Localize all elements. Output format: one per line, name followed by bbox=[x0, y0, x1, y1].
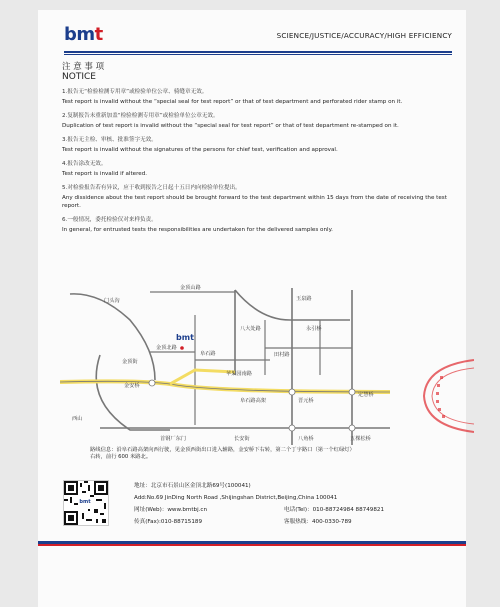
map-label-jindingbei: 金顶北路 bbox=[156, 345, 177, 351]
map-label-menkou: 门头沟 bbox=[104, 298, 120, 304]
contact-row bbox=[134, 504, 454, 516]
bridge-wukesong bbox=[349, 425, 355, 431]
map-label-fushigaojia: 阜石路高架 bbox=[240, 398, 266, 404]
notice-item-cn: 5.对检验报告若有异议，应于收到报告之日起十五日内向检验单位提出。 bbox=[62, 185, 241, 191]
bridge-jinan bbox=[149, 380, 155, 386]
map-label-jinan: 金安桥 bbox=[124, 383, 140, 389]
qr-code bbox=[63, 480, 109, 526]
notice-list bbox=[62, 88, 450, 240]
header bbox=[64, 24, 452, 50]
contact-row bbox=[134, 516, 454, 528]
website[interactable]: 网址(Web)：www.bmtbj.cn bbox=[134, 507, 208, 513]
footer-bar-red bbox=[38, 544, 466, 546]
service-hotline: 客服热线：400-0330-789 bbox=[284, 519, 352, 525]
map-label-wukesong: 五棵松桥 bbox=[350, 436, 371, 442]
bridge-bajiao bbox=[289, 425, 295, 431]
notice-item bbox=[62, 136, 450, 154]
notice-item-cn: 6.一般情况，委托检验仅对来样负责。 bbox=[62, 217, 157, 223]
map-label-bmt: bmt bbox=[176, 333, 194, 342]
slogan: SCIENCE/JUSTICE/ACCURACY/HIGH EFFICIENCY bbox=[276, 31, 452, 40]
notice-item-en: Test report is invalid without the signatures of the persons for chief test, verification and approval. bbox=[62, 147, 338, 153]
bmt-location-marker bbox=[180, 346, 184, 350]
map-label-jindingjie: 金顶街 bbox=[122, 359, 138, 365]
notice-item-cn: 3.报告无主检、审核、批准签字无效。 bbox=[62, 137, 157, 143]
map-label-fuxing: 阜石路 bbox=[200, 351, 216, 357]
notice-item bbox=[62, 216, 450, 234]
notice-title-en: NOTICE bbox=[62, 72, 96, 82]
notice-item bbox=[62, 184, 450, 210]
header-rule-thin bbox=[64, 54, 452, 55]
route-line-1: 路线信息：沿阜石路高架向西行驶，见金顶西街出口进入辅路，金安桥下右转，第二个丁字路口（第一个红绿灯） bbox=[90, 447, 355, 453]
map-label-pingguoyuan: 苹果园南路 bbox=[226, 371, 252, 377]
notice-item-cn: 1.报告无“检验检测专用章”或检验单位公章、骑缝章无效。 bbox=[62, 89, 208, 95]
map-label-yongyin: 永引桥 bbox=[306, 326, 322, 332]
map-label-dingsi: 定慧桥 bbox=[358, 392, 374, 398]
bmt-logo: bmt bbox=[64, 24, 103, 45]
contact-row bbox=[134, 492, 454, 504]
notice-item-en: Test report is invalid without the “special seal for test report” or that of test department and perforated rider stamp on it. bbox=[62, 99, 403, 105]
qr-center-logo: bmt bbox=[79, 499, 91, 505]
address-cn: 地址：北京市石景山区金顶北路69号(100041) bbox=[134, 483, 251, 489]
notice-item bbox=[62, 88, 450, 106]
notice-item bbox=[62, 112, 450, 130]
map-label-changan: 长安街 bbox=[234, 436, 250, 442]
telephone: 电话(Tel)：010-88724984 88749821 bbox=[284, 507, 385, 513]
header-rule bbox=[64, 51, 452, 53]
map-label-tiancun: 田村路 bbox=[274, 352, 290, 358]
map-label-yuquan: 玉泉路 bbox=[296, 296, 312, 302]
map-label-badachu: 八大处路 bbox=[240, 326, 261, 332]
notice-item-cn: 2.复制报告未重新加盖“检验检测专用章”或检验单位公章无效。 bbox=[62, 113, 219, 119]
notice-item-cn: 4.报告涂改无效。 bbox=[62, 161, 107, 167]
location-map bbox=[60, 280, 390, 448]
notice-item-en: Duplication of test report is invalid without the “special seal for test report” or that of test department re-stamped on it. bbox=[62, 123, 399, 129]
contact-block bbox=[134, 480, 454, 528]
notice-title-cn: 注 意 事 项 bbox=[62, 62, 105, 72]
map-label-bajiaoqiao: 八角桥 bbox=[298, 436, 314, 442]
stamp-arc-inner bbox=[432, 368, 474, 424]
map-label-jingyuan: 晋元桥 bbox=[298, 398, 314, 404]
bridge-dingsi bbox=[349, 389, 355, 395]
map-label-shougangdong: 首钢厂东门 bbox=[160, 436, 186, 442]
notice-item-en: In general, for entrusted tests the responsibilities are undertaken for the delivered samples only. bbox=[62, 227, 333, 233]
notice-item bbox=[62, 160, 450, 178]
report-page bbox=[38, 10, 466, 607]
map-label-jindingshan: 金顶山路 bbox=[180, 285, 201, 291]
notice-item-en: Any dissidence about the test report should be brought forward to the test department within 15 days from the date of receiving the test report. bbox=[62, 195, 447, 209]
notice-item-en: Test report is invalid if altered. bbox=[62, 171, 148, 177]
bridge-jingyuan bbox=[289, 389, 295, 395]
route-directions bbox=[90, 447, 410, 461]
route-line-2: 右转，前行 600 米路北。 bbox=[90, 454, 152, 460]
fax: 传真(Fax):010-88715189 bbox=[134, 519, 203, 525]
contact-row bbox=[134, 480, 454, 492]
address-en: Add:No.69 JinDing North Road ,Shijingshan District,Beijing,China 100041 bbox=[134, 495, 338, 501]
perforation-stamp bbox=[418, 356, 474, 436]
map-label-xishan: 西山 bbox=[72, 416, 83, 422]
